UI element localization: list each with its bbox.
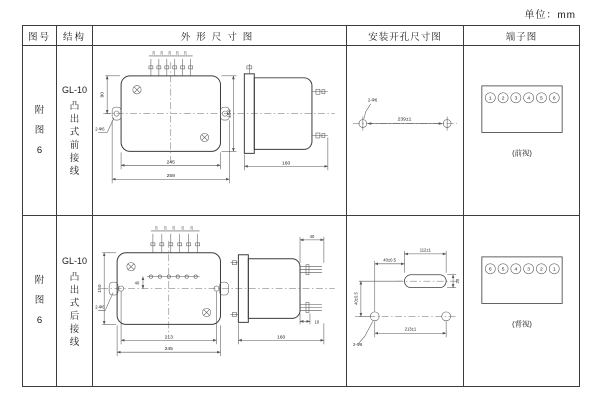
svg-text:150: 150 <box>98 283 104 293</box>
svg-text:2-Φ6: 2-Φ6 <box>95 126 105 132</box>
svg-text:150: 150 <box>227 109 233 118</box>
svg-text:10: 10 <box>314 318 320 324</box>
outline-drawing-row1 <box>93 46 347 216</box>
svg-text:40±0.5: 40±0.5 <box>383 256 396 262</box>
dim-40-horizontal <box>375 260 405 311</box>
svg-text:2-Φ6: 2-Φ6 <box>367 97 378 103</box>
header-outline: 外形尺寸图 <box>93 26 347 46</box>
terminal-studs <box>151 230 200 252</box>
terminal-svg-rear-wiring <box>465 217 579 386</box>
dim-160 <box>238 323 323 344</box>
terminal-block <box>481 256 561 303</box>
install-drawing-row2 <box>347 216 464 386</box>
terminal-circles <box>485 263 559 273</box>
header-fig-no: 图号 <box>23 26 57 46</box>
svg-text:4: 4 <box>513 267 517 273</box>
svg-text:20: 20 <box>151 51 156 55</box>
svg-text:20: 20 <box>455 278 461 283</box>
terminal-drawing-row1 <box>464 46 579 216</box>
dim-10 <box>300 313 310 324</box>
screw-icon <box>200 133 208 141</box>
svg-text:2: 2 <box>501 96 504 102</box>
svg-text:160: 160 <box>281 161 291 167</box>
relay-case-side <box>244 64 328 153</box>
install-svg-rear-wiring <box>347 217 463 386</box>
terminal-circles <box>485 93 559 103</box>
fig-no-cell-row1: 附 图 6 <box>23 46 57 216</box>
svg-text:20: 20 <box>167 51 172 55</box>
terminal-block <box>481 86 561 133</box>
svg-text:3: 3 <box>526 267 530 273</box>
dim-40-terminal <box>300 236 324 262</box>
dim-112 <box>405 250 447 272</box>
screw-icon <box>127 262 135 270</box>
svg-text:239±1: 239±1 <box>397 117 412 123</box>
svg-text:40: 40 <box>309 233 315 239</box>
svg-text:40: 40 <box>134 280 140 286</box>
svg-text:20: 20 <box>163 225 168 230</box>
terminal-view-caption: (背视) <box>511 318 532 328</box>
terminal-svg-front-wiring <box>465 46 579 215</box>
svg-text:40±0.5: 40±0.5 <box>353 291 359 305</box>
svg-text:20: 20 <box>172 225 177 230</box>
svg-text:20: 20 <box>175 51 180 55</box>
svg-text:6: 6 <box>488 267 492 273</box>
svg-text:259: 259 <box>166 174 175 180</box>
svg-text:213: 213 <box>164 334 173 340</box>
terminal-view-caption: (前视) <box>511 148 532 158</box>
svg-text:20: 20 <box>183 51 188 55</box>
header-terminal: 端子图 <box>464 26 579 46</box>
outline-drawing-row2 <box>93 216 347 386</box>
header-structure: 结构 <box>57 26 93 46</box>
outline-svg-front-wiring <box>93 46 346 215</box>
terminal-drawing-row2 <box>464 216 579 386</box>
unit-label: 单位：mm <box>524 10 576 21</box>
svg-text:20: 20 <box>154 225 159 230</box>
fig-no-cell-row2: 附 图 6 <box>23 216 57 386</box>
install-drawing-row1 <box>347 46 464 216</box>
leader-line <box>359 321 373 343</box>
svg-text:160: 160 <box>276 334 286 340</box>
model-label: GL-10 <box>61 255 87 266</box>
svg-text:112±1: 112±1 <box>419 246 431 252</box>
svg-text:20: 20 <box>159 51 164 55</box>
svg-text:245: 245 <box>166 160 175 166</box>
header-install: 安装开孔尺寸图 <box>347 26 464 46</box>
svg-text:213±1: 213±1 <box>404 326 417 332</box>
svg-text:6: 6 <box>552 96 556 102</box>
outline-svg-rear-wiring <box>93 217 346 386</box>
svg-text:1: 1 <box>552 267 556 273</box>
install-svg-front-wiring <box>347 46 463 215</box>
svg-text:20: 20 <box>181 225 186 230</box>
svg-text:2-Φ6: 2-Φ6 <box>352 341 363 347</box>
svg-text:245: 245 <box>164 346 173 352</box>
svg-text:5: 5 <box>501 267 504 273</box>
svg-text:1: 1 <box>488 96 492 102</box>
terminal-pitch-dims <box>154 225 194 229</box>
svg-text:90: 90 <box>100 91 106 98</box>
dimension-table <box>22 25 580 387</box>
svg-text:3: 3 <box>513 96 517 102</box>
leader-line <box>364 104 371 119</box>
svg-text:20: 20 <box>190 225 195 230</box>
model-label: GL-10 <box>61 85 87 95</box>
screw-icon <box>202 308 210 316</box>
svg-text:5: 5 <box>539 96 543 102</box>
svg-text:2: 2 <box>539 267 543 273</box>
terminal-pitch-dims <box>152 51 188 55</box>
svg-text:4: 4 <box>526 96 530 102</box>
structure-cell-row2: GL-10 凸 出 式 后 接 线 <box>57 216 93 386</box>
terminal-row-mid <box>147 274 200 277</box>
screw-icon <box>133 86 141 94</box>
dim-40-vertical <box>359 281 403 316</box>
svg-text:2-Φ6: 2-Φ6 <box>95 303 105 309</box>
structure-cell-row1: GL-10 凸 出 式 前 接 线 <box>57 46 93 216</box>
dim-90 <box>105 76 120 114</box>
